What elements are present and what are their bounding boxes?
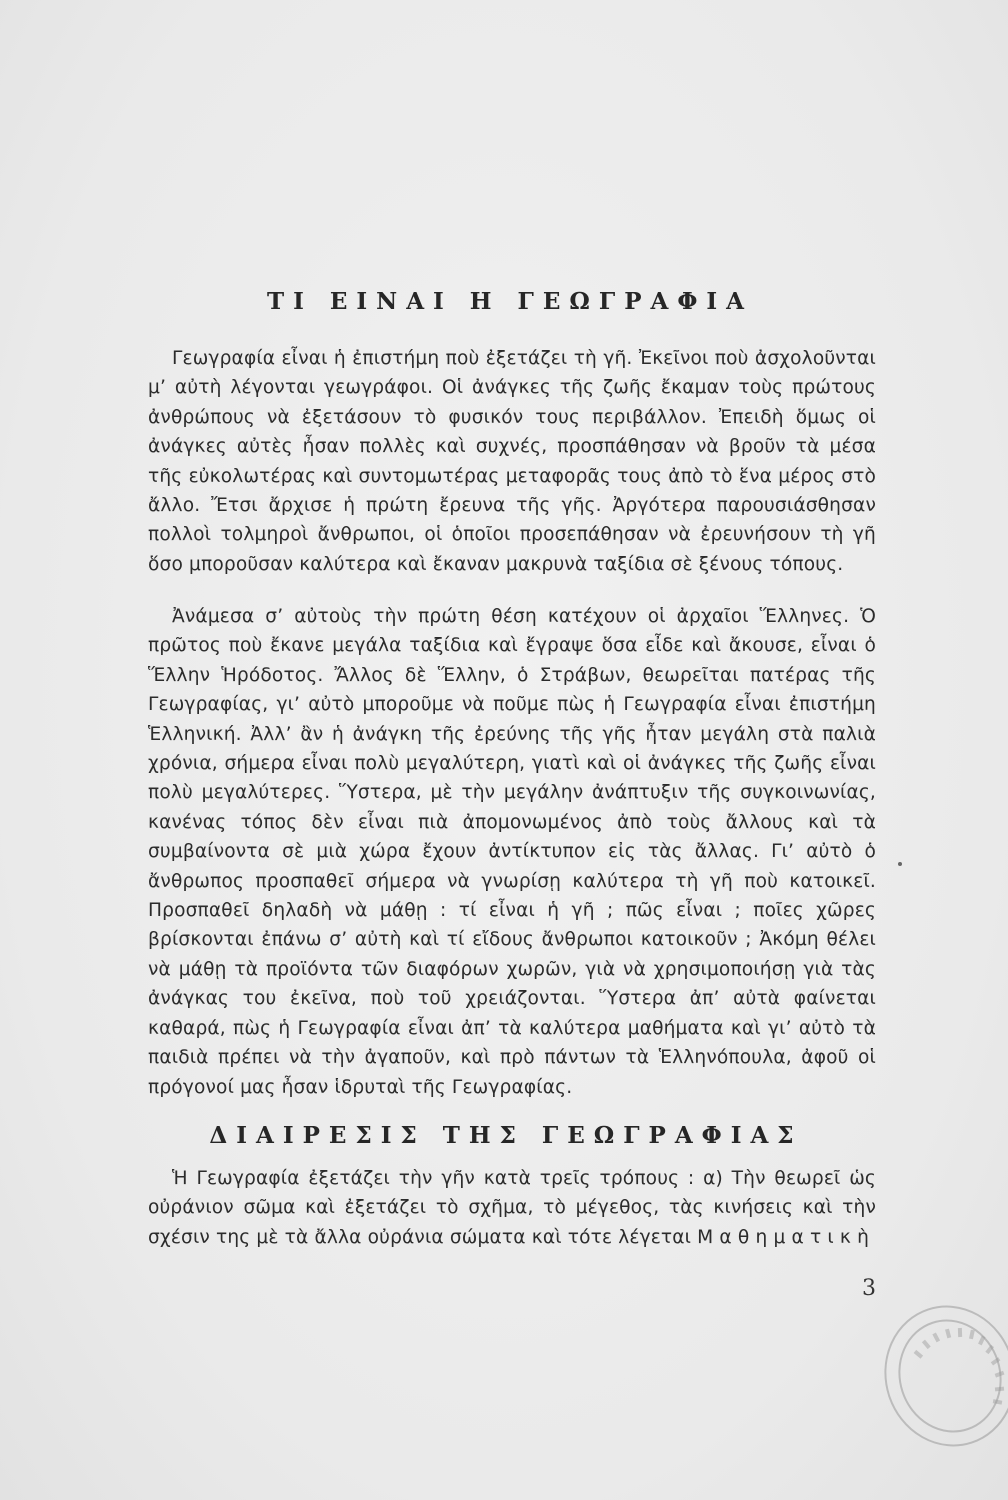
ink-speck [898, 862, 902, 866]
page-number: 3 [862, 1276, 876, 1301]
library-stamp-icon [858, 1290, 1008, 1460]
body-paragraph: Ἀνάμεσα σ’ αὐτοὺς τὴν πρώτη θέση κατέχουν οἱ ἀρχαῖοι Ἕλληνες. Ὁ πρῶτος ποὺ ἔκανε μεγάλα ταξίδια καὶ ἔγραψε ὅσα εἶδε καὶ ἄκουσε, εἶναι ὁ Ἕλλην Ἡρόδοτος. Ἄλλος δὲ Ἕλλην, ὁ Στράβων, θεωρεῖται πατέρας τῆς Γεωγραφίας, γι’ αὐτὸ μποροῦμε νὰ ποῦμε πὼς ἡ Γεωγραφία εἶναι ἐπιστήμη Ἑλληνική. Ἀλλ’ ἂν ἡ ἀνάγκη τῆς ἐρεύνης τῆς γῆς ἦταν μεγάλη στὰ παλιὰ χρόνια, σήμερα εἶναι πολὺ μεγαλύτερη, γιατὶ καὶ οἱ ἀνάγκες τῆς ζωῆς εἶναι πολὺ μεγαλύτερες. Ὕστερα, μὲ τὴν μεγάλην ἀνάπτυξιν τῆς συγκοινωνίας, κανένας τόπος δὲν εἶναι πιὰ ἀπομονωμένος ἀπὸ τοὺς ἄλλους καὶ τὰ συμβαίνοντα σὲ μιὰ χώρα ἔχουν ἀντίκτυπον εἰς τὰς ἄλλας. Γι’ αὐτὸ ὁ ἄνθρωπος προσπαθεῖ σήμερα νὰ γνωρίσῃ καλύτερα τὴ γῆ ποὺ κατοικεῖ. Προσπαθεῖ δηλαδὴ νὰ μάθῃ : τί εἶναι ἡ γῆ ; πῶς εἶναι ; ποῖες χῶρες βρίσκονται ἐπάνω σ’ αὐτὴ καὶ τί εἴδους ἄνθρωποι κατοικοῦν ; Ἀκόμη θέλει νὰ μάθῃ τὰ προϊόντα τῶν διαφόρων χωρῶν, γιὰ νὰ χρησιμοποιήσῃ γιὰ τὰς ἀνάγκας του ἐκεῖνα, ποὺ τοῦ χρειάζονται. Ὕστερα ἀπ’ αὐτὰ φαίνεται καθαρά, πὼς ἡ Γεωγραφία εἶναι ἀπ’ τὰ καλύτερα μαθήματα καὶ γι’ αὐτὸ τὰ παιδιὰ πρέπει νὰ τὴν ἀγαποῦν, καὶ πρὸ πάντων τὰ Ἑλληνόπουλα, ἀφοῦ οἱ πρόγονοί μας ἦσαν ἱδρυταὶ τῆς Γεωγραφίας. [148, 606, 876, 1098]
body-paragraph: Γεωγραφία εἶναι ἡ ἐπιστήμη ποὺ ἐξετάζει τὴ γῆ. Ἐκεῖνοι ποὺ ἀσχολοῦνται μ’ αὐτὴ λέγονται γεωγράφοι. Οἱ ἀνάγκες τῆς ζωῆς ἔκαμαν τοὺς πρώτους ἀνθρώπους νὰ ἐξετάσουν τὸ φυσικόν τους περιβάλλον. Ἐπειδὴ ὅμως οἱ ἀνάγκες αὐτὲς ἦσαν πολλὲς καὶ συχνές, προσπάθησαν νὰ βροῦν τὰ μέσα τῆς εὐκολωτέρας καὶ συντομωτέρας μεταφορᾶς τους ἀπὸ τὸ ἕνα μέρος στὸ ἄλλο. Ἔτσι ἄρχισε ἡ πρώτη ἔρευνα τῆς γῆς. Ἀργότερα παρουσιάσθησαν πολλοὶ τολμηροὶ ἄνθρωποι, οἱ ὁποῖοι προσεπάθησαν νὰ ἐρευνήσουν τὴ γῆ ὅσο μποροῦσαν καλύτερα καὶ ἔκαναν μακρυνὰ ταξίδια σὲ ξένους τόπους. [148, 348, 876, 575]
section-title-divisions-of-geography: ΔΙΑΙΡΕΣΙΣ ΤΗΣ ΓΕΩΓΡΑΦΙΑΣ [209, 1122, 803, 1149]
section-title-what-is-geography: ΤΙ ΕΙΝΑΙ Η ΓΕΩΓΡΑΦΙΑ [267, 288, 753, 315]
body-paragraph: Ἡ Γεωγραφία ἐξετάζει τὴν γῆν κατὰ τρεῖς τρόπους : α) Τὴν θεωρεῖ ὡς οὐράνιον σῶμα καὶ ἐξετάζει τὸ σχῆμα, τὸ μέγεθος, τὰς κινήσεις καὶ τὴν σχέσιν της μὲ τὰ ἄλλα οὐράνια σώματα καὶ τότε λέγεται Μ α θ η μ α τ ι κ ὴ [148, 1168, 876, 1248]
